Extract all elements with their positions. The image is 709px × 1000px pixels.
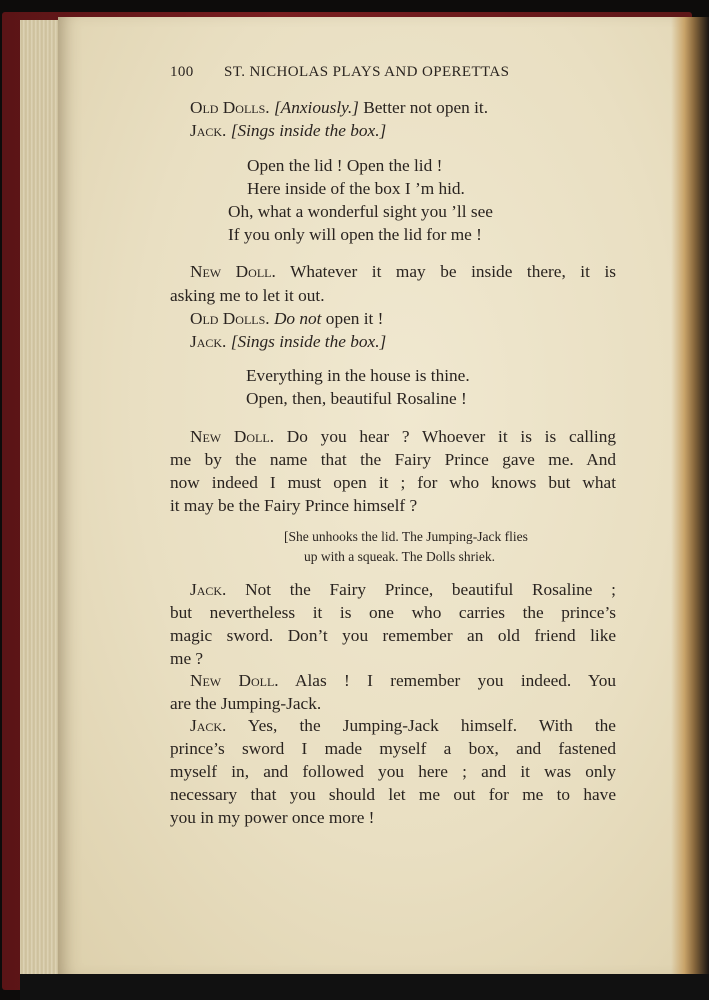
speaker: Old Dolls. bbox=[190, 309, 270, 328]
dialogue-line bbox=[190, 260, 616, 283]
speech-line: are the Jumping-Jack. bbox=[170, 694, 322, 713]
dialogue-line bbox=[190, 578, 616, 601]
speech-line: myself in, and followed you here ; and it was only bbox=[170, 762, 616, 781]
running-header bbox=[170, 61, 616, 84]
dialogue-line bbox=[190, 119, 386, 142]
speaker: New Doll. bbox=[190, 262, 276, 281]
speaker: Jack. bbox=[190, 332, 227, 351]
speech-line: magic sword. Don’t you remember an old friend like bbox=[170, 626, 616, 645]
speech-line: now indeed I must open it ; for who knows but what bbox=[170, 473, 616, 492]
stage-direction-line: up with a squeak. The Dolls shriek. bbox=[304, 549, 495, 564]
speaker: New Doll. bbox=[190, 427, 275, 446]
dialogue-line bbox=[190, 307, 383, 330]
stage-direction: [Sings inside the box.] bbox=[230, 121, 387, 140]
speech-line: me ? bbox=[170, 649, 204, 668]
stage-direction-line: [She unhooks the lid. The Jumping-Jack flies bbox=[284, 529, 528, 544]
dialogue-line bbox=[190, 425, 616, 448]
speech-line: necessary that you should let me out for me to have bbox=[170, 785, 616, 804]
running-title: ST. NICHOLAS PLAYS AND OPERETTAS bbox=[224, 64, 510, 80]
speech: Yes, the Jumping-Jack himself. With the bbox=[247, 716, 616, 735]
song-line: Here inside of the box I ’m hid. bbox=[247, 179, 465, 198]
speaker: Jack. bbox=[190, 716, 227, 735]
speaker: New Doll. bbox=[190, 671, 279, 690]
speech-line: but nevertheless it is one who carries the prince’s bbox=[170, 603, 616, 622]
song-line: Open, then, beautiful Rosaline ! bbox=[246, 389, 467, 408]
song-line: Everything in the house is thine. bbox=[246, 366, 470, 385]
speaker: Jack. bbox=[190, 580, 227, 599]
speech: Whatever it may be inside there, it is bbox=[290, 262, 616, 281]
speech: open it ! bbox=[325, 309, 384, 328]
dialogue-line bbox=[190, 714, 616, 737]
speaker: Jack. bbox=[190, 121, 227, 140]
stage-direction: [Anxiously.] bbox=[273, 98, 359, 117]
song-line: If you only will open the lid for me ! bbox=[228, 225, 482, 244]
dialogue-line bbox=[190, 330, 386, 353]
dialogue-line bbox=[190, 669, 616, 692]
bottom-shadow bbox=[20, 974, 709, 1000]
speech-line: it may be the Fairy Prince himself ? bbox=[170, 496, 418, 515]
speech-line: me by the name that the Fairy Prince gave me. And bbox=[170, 450, 616, 469]
speech-line: prince’s sword I made myself a box, and fastened bbox=[170, 739, 616, 758]
page-number: 100 bbox=[170, 64, 194, 80]
speech-line: you in my power once more ! bbox=[170, 808, 375, 827]
song-line: Oh, what a wonderful sight you ’ll see bbox=[228, 202, 493, 221]
song-line: Open the lid ! Open the lid ! bbox=[247, 156, 443, 175]
speech: Alas ! I remember you indeed. You bbox=[295, 671, 616, 690]
speech: Not the Fairy Prince, beautiful Rosaline ; bbox=[245, 580, 616, 599]
stage-direction: Do not bbox=[273, 309, 322, 328]
stage-direction: [Sings inside the box.] bbox=[230, 332, 387, 351]
dialogue-line bbox=[190, 96, 488, 119]
speaker: Old Dolls. bbox=[190, 98, 270, 117]
torn-page-edge bbox=[671, 17, 709, 975]
speech-line: asking me to let it out. bbox=[170, 286, 325, 305]
speech: Do you hear ? Whoever it is is calling bbox=[286, 427, 616, 446]
speech: Better not open it. bbox=[363, 98, 489, 117]
